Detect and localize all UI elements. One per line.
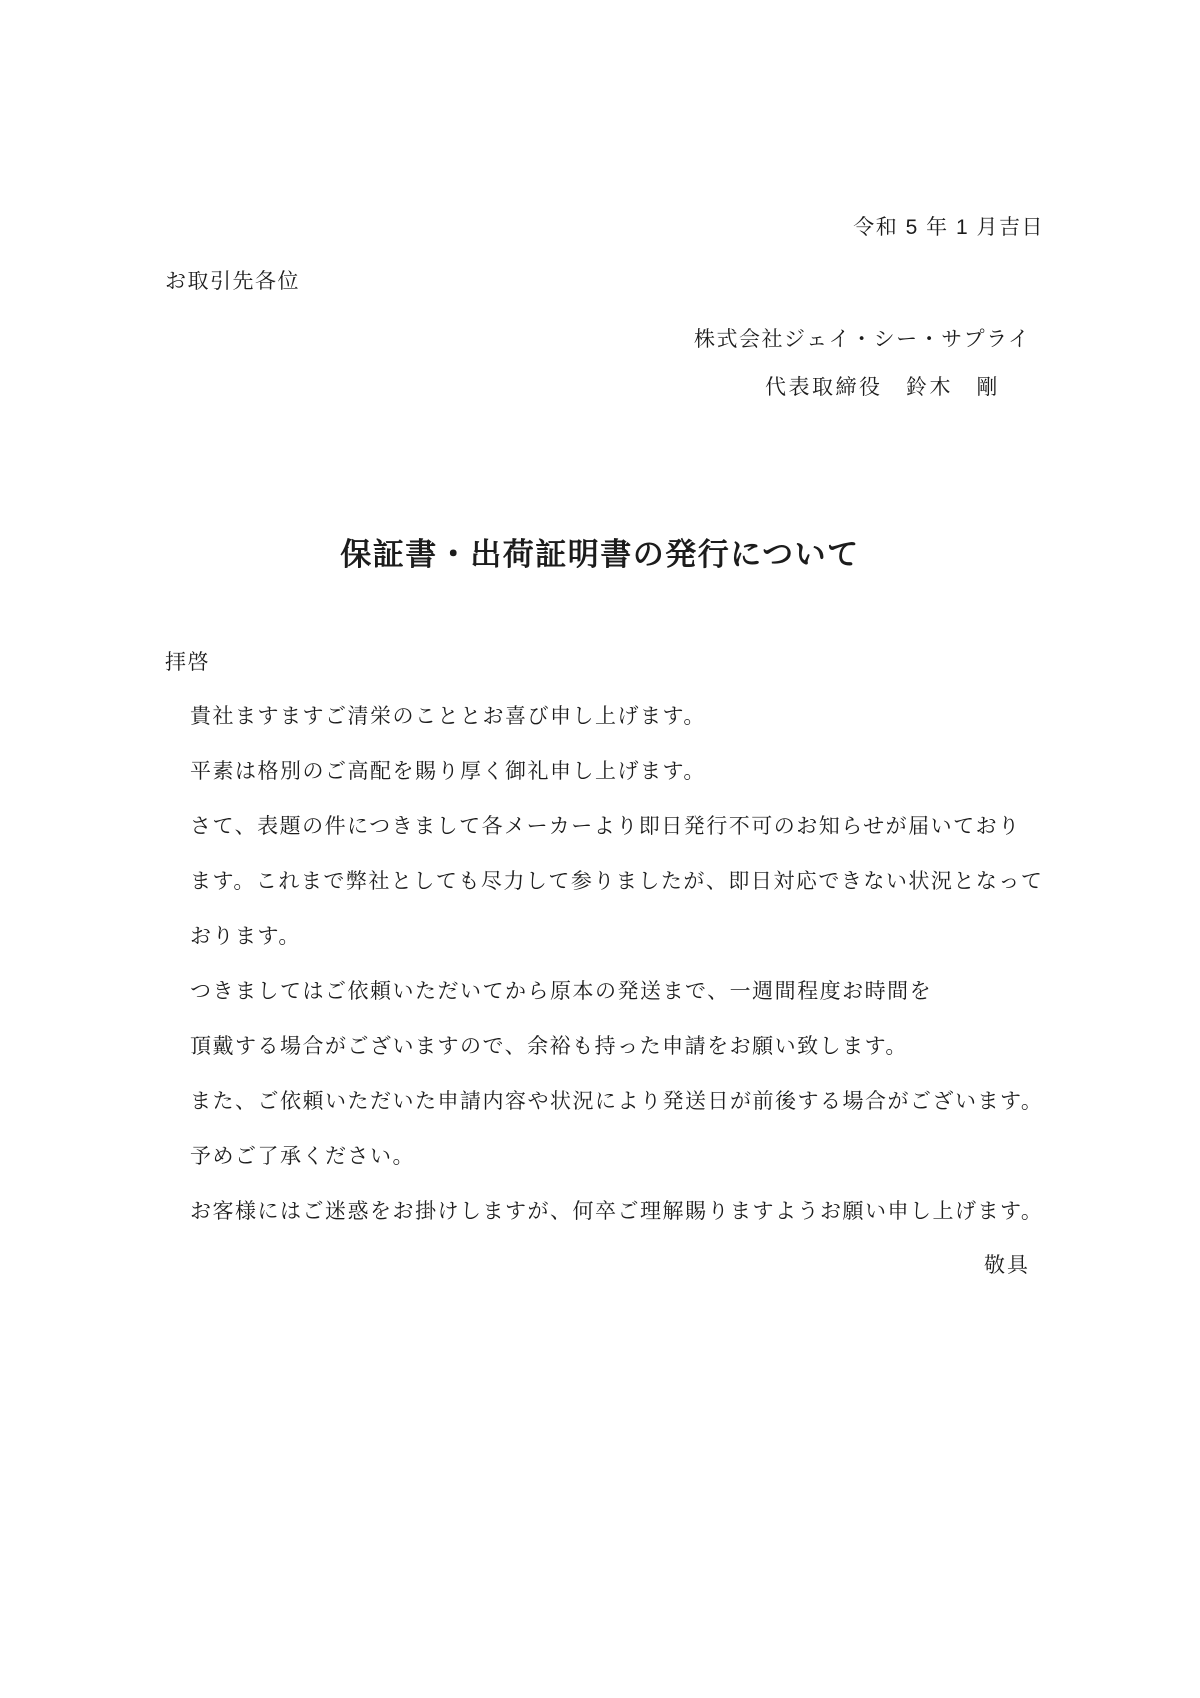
salutation-text: 拝啓 [165,651,210,674]
body-line: おります。 [190,925,301,948]
body-line: つきましてはご依頼いただいてから原本の発送まで、一週間程度お時間を [190,980,933,1003]
body-line: お客様にはご迷惑をお掛けしますが、何卒ご理解賜りますようお願い申し上げます。 [190,1200,1044,1223]
body-line: 貴社ますますご清栄のこととお喜び申し上げます。 [190,705,706,728]
body-line: 頂戴する場合がございますので、余裕も持った申請をお願い致します。 [190,1035,908,1058]
body-line: ます。これまで弊社としても尽力して参りましたが、即日対応できない状況となって [190,870,1044,893]
date-text: 令和 5 年 1 月吉日 [853,216,1044,239]
body-line: また、ご依頼いただいた申請内容や状況により発送日が前後する場合がございます。 [190,1090,1044,1113]
closing-text: 敬具 [984,1254,1030,1277]
body-line: 平素は格別のご高配を賜り厚く御礼申し上げます。 [190,760,706,783]
body-line: 予めご了承ください。 [190,1145,415,1168]
recipient-text: お取引先各位 [165,270,300,293]
body-line: さて、表題の件につきまして各メーカーより即日発行不可のお知らせが届いており [190,815,1021,838]
sender-representative-name: 代表取締役 鈴木 剛 [765,376,1000,399]
document-title: 保証書・出荷証明書の発行について [340,537,860,572]
sender-company-name: 株式会社ジェイ・シー・サプライ [694,328,1031,351]
